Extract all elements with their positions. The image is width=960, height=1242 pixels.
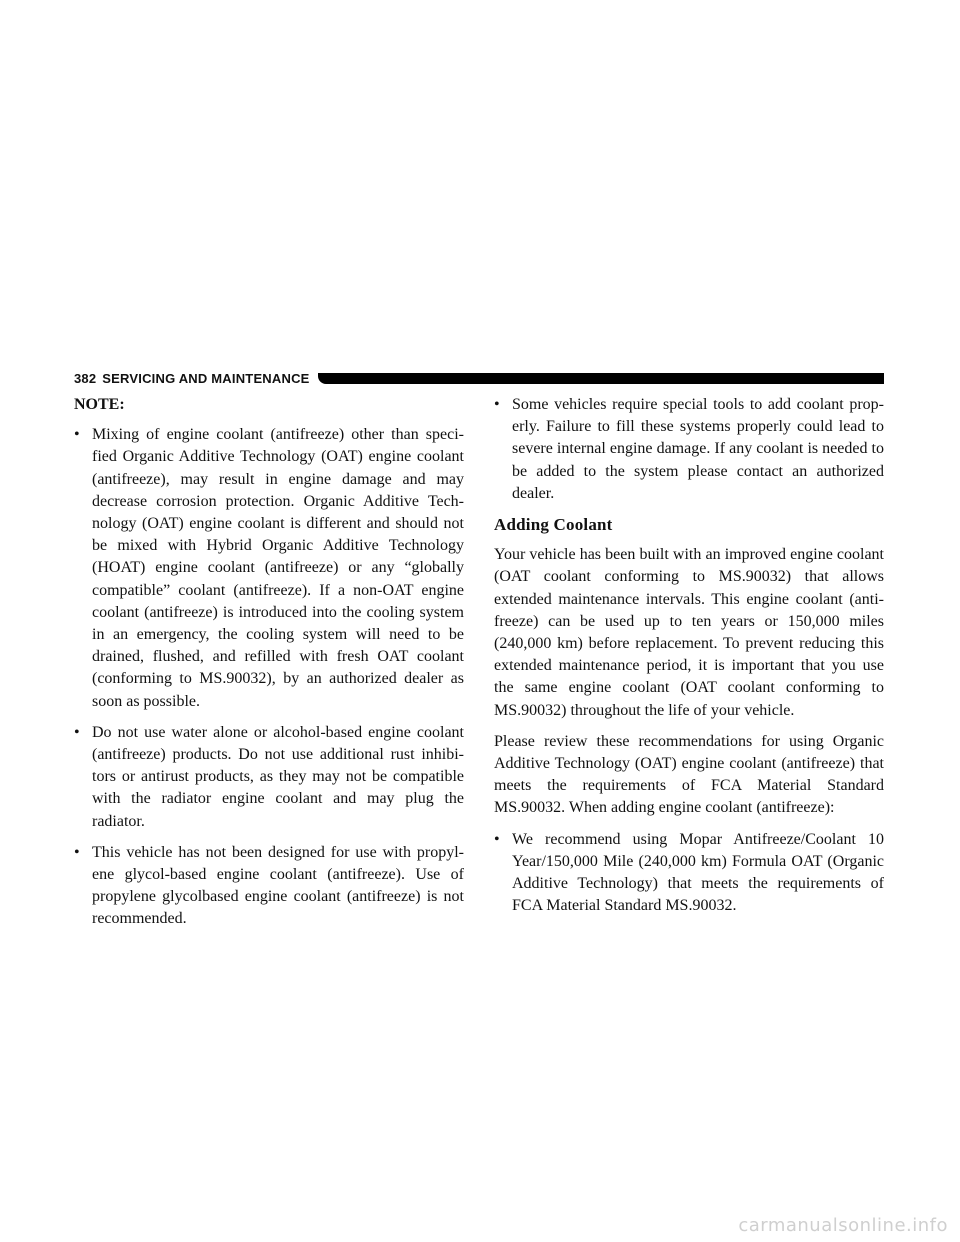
page-number: 382 <box>74 370 97 386</box>
bullet-icon: • <box>494 396 500 413</box>
section-heading: Adding Coolant <box>494 515 613 535</box>
bullet-text: We recommend using Mopar Antifreeze/Coolant 10 Year/150,000 Mile (240,000 km) Formula OAT (Organic Additive Technology) that meets the requirements of FCA Material Standard MS.90032. <box>512 830 884 915</box>
list-item <box>494 829 884 918</box>
note-title: NOTE: <box>74 396 125 413</box>
list-item <box>74 842 464 931</box>
bullet-text: Mixing of engine coolant (antifreeze) other than speci-fied Organic Additive Technology (OAT) engine coolant (antifreeze), may result in engine damage and may decrease corrosion protection. Organic Additive Tech-nology (OAT) engine coolant is different and should not be mixed with Hybrid Organic Additive Technology (HOAT) engine coolant (antifreeze) or any “globally compatible” coolant (antifreeze). If a non-OAT engine coolant (antifreeze) is introduced into the cooling system in an emergency, the cooling system will need to be drained, flushed, and refilled with fresh OAT coolant (conforming to MS.90032), by an authorized dealer as soon as possible. <box>92 426 464 710</box>
paragraph: Please review these recommendations for using Organic Additive Technology (OAT) engine coolant (antifreeze) that meets the requirements of FCA Material Standard MS.90032. When adding engine coolant (antifreeze): <box>494 732 884 817</box>
bullet-text: This vehicle has not been designed for use with propyl-ene glycol-based engine coolant (antifreeze). Use of propylene glycolbased engine coolant (antifreeze) is not recommended. <box>92 843 464 928</box>
list-item <box>494 394 884 505</box>
left-column <box>74 394 464 940</box>
list-item <box>74 722 464 833</box>
section-title: SERVICING AND MAINTENANCE <box>102 370 310 386</box>
list-item <box>74 424 464 713</box>
bullet-icon: • <box>494 830 500 848</box>
bullet-icon: • <box>74 426 80 444</box>
watermark: carmanualsonline.info <box>738 1215 948 1236</box>
bullet-icon: • <box>74 723 80 741</box>
paragraph: Your vehicle has been built with an improved engine coolant (OAT coolant conforming to MS.90032) that allows extended maintenance intervals. This engine coolant (anti-freeze) can be used up to ten years or 150,000 miles (240,000 km) before replacement. To prevent reducing this extended maintenance period, it is important that you use the same engine coolant (OAT coolant conforming to MS.90032) throughout the life of your vehicle. <box>494 546 884 719</box>
bullet-text: Some vehicles require special tools to add coolant prop-erly. Failure to fill these systems properly could lead to severe internal engine damage. If any coolant is needed to be added to the system please contact an authorized dealer. <box>512 396 884 502</box>
header-rule <box>318 373 884 384</box>
page-header <box>74 370 884 386</box>
right-column <box>494 394 884 926</box>
bullet-text: Do not use water alone or alcohol-based engine coolant (antifreeze) products. Do not use additional rust inhibi-tors or antirust products, as they may not be compatible with the radiator engine coolant and may plug the radiator. <box>92 723 464 830</box>
bullet-icon: • <box>74 843 80 861</box>
